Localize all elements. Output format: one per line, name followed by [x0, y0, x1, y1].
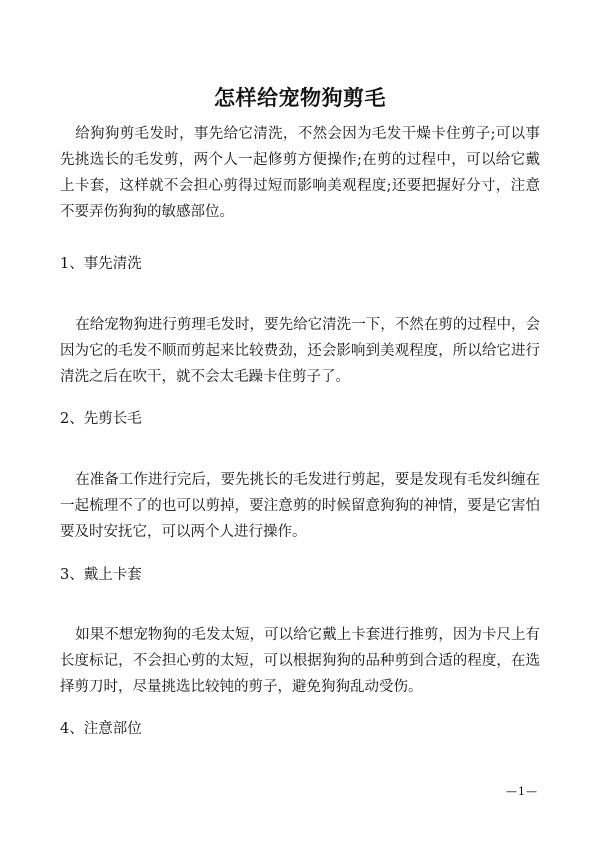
section-heading-4: 4、注意部位 [60, 721, 142, 737]
intro-paragraph: 给狗狗剪毛发时，事先给它清洗，不然会因为毛发干燥卡住剪子;可以事先挑选长的毛发剪，两个人一起修剪方便操作;在剪的过程中，可以给它戴上卡套，这样就不会担心剪得过短而影响美观程度;还要把握好分寸，注意不要弄伤狗狗的敏感部位。 [60, 126, 540, 220]
section-body-3: 如果不想宠物狗的毛发太短，可以给它戴上卡套进行推剪，因为卡尺上有长度标记，不会担心剪的太短，可以根据狗狗的品种剪到合适的程度，在选择剪刀时，尽量挑选比较钝的剪子，避免狗狗乱动受伤。 [60, 627, 540, 695]
page-number: —1— [506, 785, 538, 798]
section-heading-2: 2、先剪长毛 [60, 411, 142, 427]
section-body-1: 在给宠物狗进行剪理毛发时，要先给它清洗一下，不然在剪的过程中，会因为它的毛发不顺而剪起来比较费劲，还会影响到美观程度，所以给它进行清洗之后在吹干，就不会太毛躁卡住剪子了。 [60, 317, 540, 385]
document-title: 怎样给宠物狗剪毛 [214, 86, 386, 110]
section-body-2: 在准备工作进行完后，要先挑长的毛发进行剪起，要是发现有毛发纠缠在一起梳理不了的也可以剪掉，要注意剪的时候留意狗狗的神情，要是它害怕要及时安抚它，可以两个人进行操作。 [60, 472, 540, 540]
section-heading-3: 3、戴上卡套 [60, 567, 142, 583]
section-heading-1: 1、事先清洗 [60, 256, 142, 272]
